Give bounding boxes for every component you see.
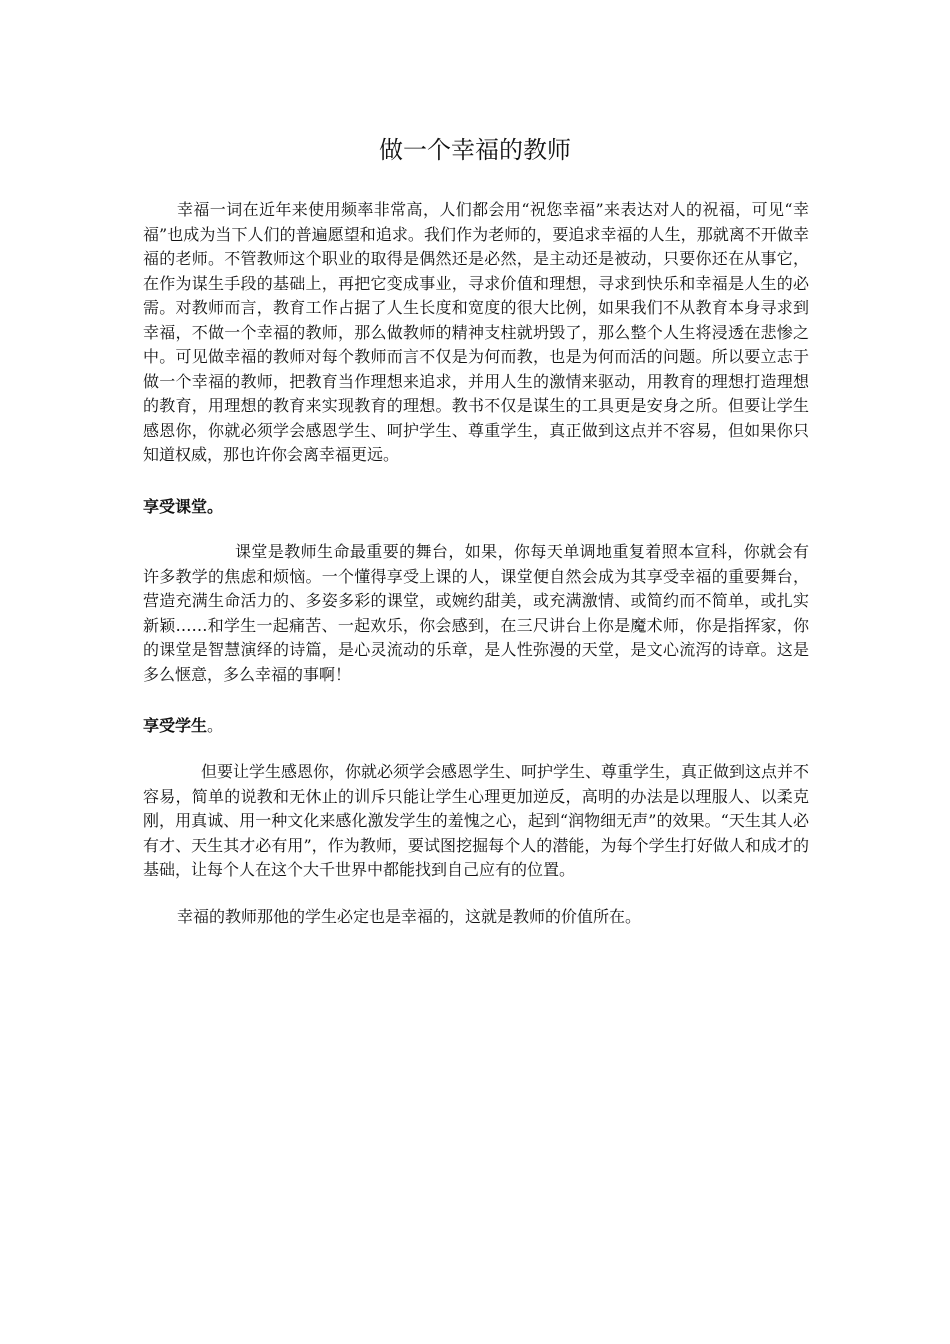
paragraph-intro: 幸福一词在近年来使用频率非常高，人们都会用“祝您幸福”来表达对人的祝福，可见“幸福”也成为当下人们的普遍愿望和追求。我们作为老师的，要追求幸福的人生，那就离不开做幸福的老师。不管教师这个职业的取得是偶然还是必然，是主动还是被动，只要你还在从事它，在作为谋生手段的基础上，再把它变成事业，寻求价值和理想，寻求到快乐和幸福是人生的必需。对教师而言，教育工作占据了人生长度和宽度的很大比例，如果我们不从教育本身寻求到幸福，不做一个幸福的教师，那么做教师的精神支柱就坍毁了，那么整个人生将浸透在悲惨之中。可见做幸福的教师对每个教师而言不仅是为何而教，也是为何而活的问题。所以要立志于做一个幸福的教师，把教育当作理想来追求，并用人生的激情来驱动，用教育的理想打造理想的教育，用理想的教育来实现教育的理想。教书不仅是谋生的工具更是安身之所。但要让学生感恩你，你就必须学会感恩学生、呵护学生、尊重学生，真正做到这点并不容易，但如果你只知道权威，那也许你会离幸福更远。 [143,200,809,464]
paragraph-students: 但要让学生感恩你，你就必须学会感恩学生、呵护学生、尊重学生，真正做到这点并不容易，简单的说教和无休止的训斥只能让学生心理更加逆反，高明的办法是以理服人、以柔克刚，用真诚、用一种文化来感化激发学生的羞愧之心，起到“润物细无声”的效果。“天生其人必有才、天生其才必有用”，作为教师，要试图挖掘每个人的潜能，为每个学生打好做人和成才的基础，让每个人在这个大千世界中都能找到自己应有的位置。 [143,762,810,879]
section-heading-students [143,714,223,738]
paragraph-classroom: 课堂是教师生命最重要的舞台，如果，你每天单调地重复着照本宣科，你就会有许多教学的焦虑和烦恼。一个懂得享受上课的人，课堂便自然会成为其享受幸福的重要舞台，营造充满生命活力的、多姿多彩的课堂，或婉约甜美，或充满激情、或简约而不简单，或扎实新颖……和学生一起痛苦、一起欢乐，你会感到，在三尺讲台上你是魔术师，你是指挥家，你的课堂是智慧演绎的诗篇，是心灵流动的乐章，是人性弥漫的天堂，是文心流泻的诗章。这是多么惬意，多么幸福的事啊！ [143,542,809,684]
section-heading-students-punct: 。 [207,716,224,735]
section-heading-classroom-text: 享受课堂 [143,497,208,516]
section-heading-students-text: 享受学生 [143,716,208,735]
document-title: 做一个幸福的教师 [379,136,571,164]
paragraph-conclusion: 幸福的教师那他的学生必定也是幸福的，这就是教师的价值所在。 [177,907,642,926]
section-heading-classroom-punct: 。 [207,497,224,516]
section-heading-classroom [143,495,223,519]
